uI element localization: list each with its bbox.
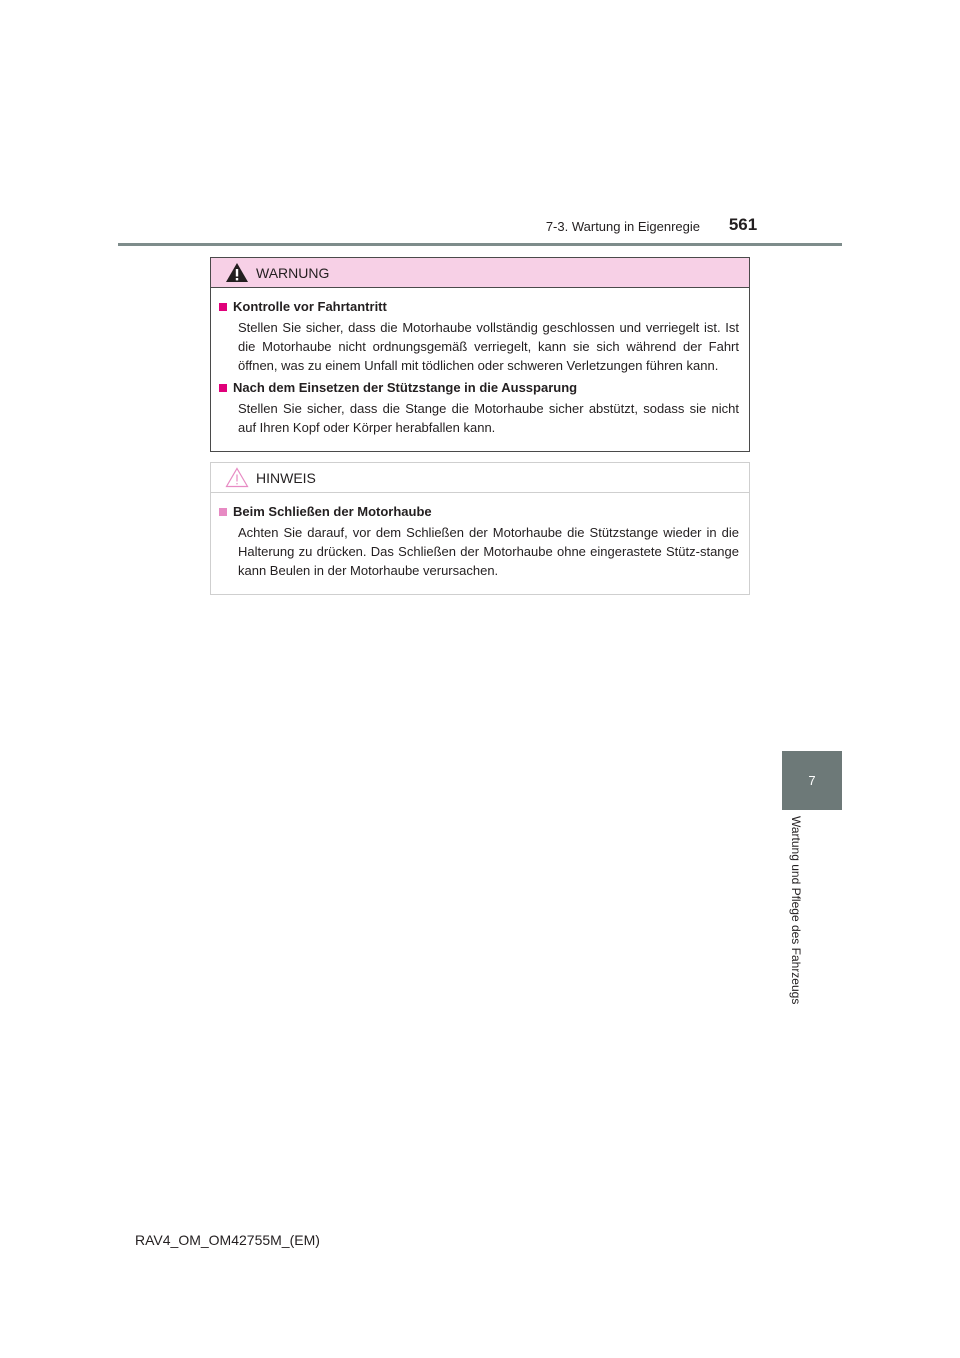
warning-item-text: Stellen Sie sicher, dass die Stange die Motorhaube sicher abstützt, sodass sie nicht auf Ihren Kopf oder Körper herabfallen kann. (238, 401, 739, 435)
chapter-number: 7 (808, 773, 816, 788)
page-number: 561 (728, 215, 758, 234)
warning-item-title (219, 379, 739, 397)
chapter-tab (782, 751, 842, 810)
warning-box (210, 257, 750, 452)
warning-item-text: Stellen Sie sicher, dass die Motorhaube vollständig geschlossen und verriegelt ist. Ist die Motorhaube nicht ordnungsgemäß verriegelt, kann sie sich während der Fahrt öffnen, was zu einem Unfall mit tödlichen oder schweren Verletzungen führen kann. (238, 320, 739, 373)
notice-body (211, 493, 749, 580)
warning-body (211, 288, 749, 437)
square-bullet-icon (219, 303, 227, 311)
chapter-title: Wartung und Pflege des Fahrzeugs (789, 816, 803, 1005)
square-bullet-icon (219, 508, 227, 516)
warning-item-title (219, 298, 739, 316)
notice-box (210, 462, 750, 595)
warning-header (211, 258, 749, 288)
warning-triangle-filled-icon (225, 262, 249, 283)
notice-item-title (219, 503, 739, 521)
warning-item-title-text: Kontrolle vor Fahrtantritt (233, 299, 387, 314)
warning-label: WARNUNG (256, 265, 330, 281)
notice-label: HINWEIS (256, 470, 316, 486)
notice-item-text: Achten Sie darauf, vor dem Schließen der Motorhaube die Stützstange wieder in die Halterung zu drücken. Das Schließen der Motorhaube ohne eingerastete Stütz-stange kann Beulen in der Motorhaube verursachen. (238, 525, 739, 578)
square-bullet-icon (219, 384, 227, 392)
header-divider (118, 243, 842, 246)
notice-header (211, 463, 749, 493)
warning-triangle-outline-icon (225, 467, 249, 488)
warning-item-title-text: Nach dem Einsetzen der Stützstange in die Aussparung (233, 380, 578, 395)
notice-item-title-text: Beim Schließen der Motorhaube (233, 504, 432, 519)
section-title: 7-3. Wartung in Eigenregie (545, 219, 700, 234)
document-code: RAV4_OM_OM42755M_(EM) (135, 1232, 320, 1248)
